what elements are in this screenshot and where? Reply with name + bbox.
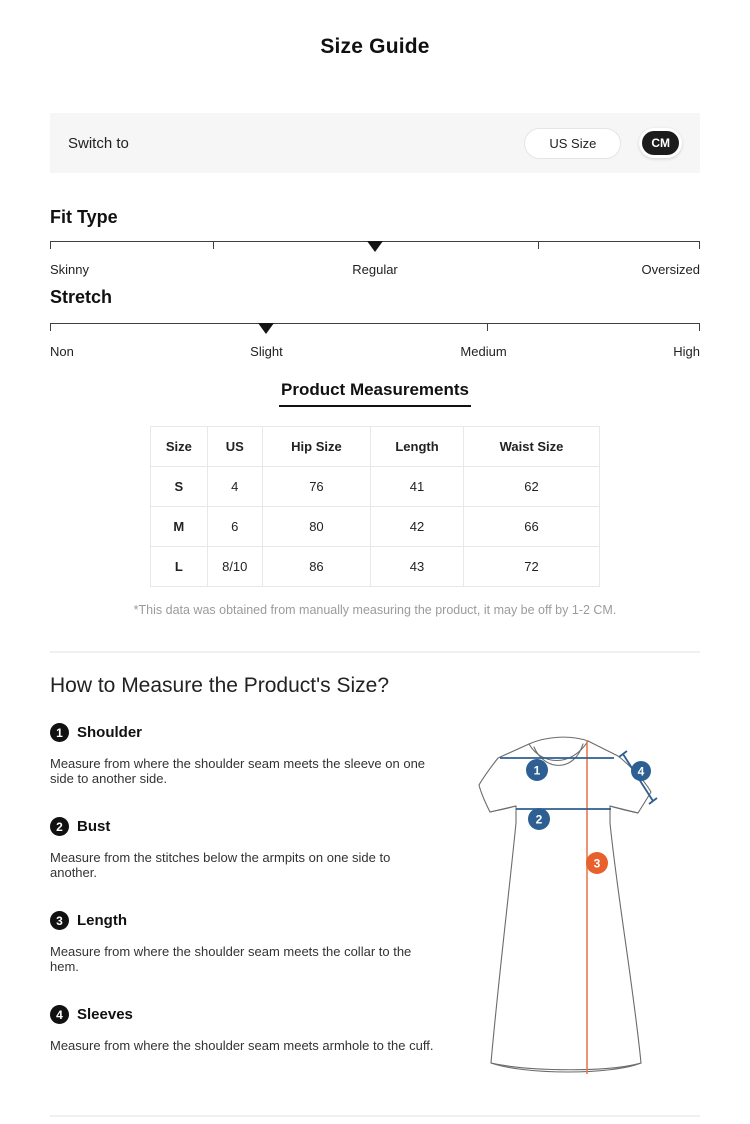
cell-size: L	[151, 547, 208, 587]
cm-unit-pill: CM	[642, 131, 679, 155]
fit-tick-end	[699, 242, 700, 249]
measurements-table	[150, 426, 600, 587]
table-row	[151, 507, 600, 547]
stretch-label-non: Non	[50, 344, 74, 359]
cell-length: 43	[371, 547, 464, 587]
item-description: Measure from where the shoulder seam meets armhole to the cuff.	[50, 1038, 434, 1053]
product-measurements-heading: Product Measurements	[279, 380, 471, 407]
fit-type-slider	[50, 241, 700, 253]
diagram-badge-4-num: 4	[637, 764, 645, 779]
section-divider	[50, 651, 700, 653]
diagram-badge-3-num: 3	[593, 856, 601, 871]
us-size-button[interactable]: US Size	[524, 128, 621, 159]
cell-us: 8/10	[207, 547, 262, 587]
how-to-measure-heading: How to Measure the Product's Size?	[50, 674, 390, 697]
cell-hip: 80	[262, 507, 370, 547]
fit-label-skinny: Skinny	[50, 262, 90, 277]
stretch-pointer	[258, 323, 274, 334]
fit-type-pointer	[367, 241, 383, 252]
stretch-label-slight: Slight	[250, 344, 283, 359]
fit-tick-25	[213, 242, 214, 249]
fit-tick-start	[50, 242, 51, 249]
number-3-badge: 3	[50, 911, 69, 930]
table-row	[151, 467, 600, 507]
cell-size: S	[151, 467, 208, 507]
stretch-tick-end	[699, 324, 700, 331]
col-header-hip: Hip Size	[262, 427, 370, 467]
item-description: Measure from where the shoulder seam meets the sleeve on one side to another side.	[50, 756, 426, 786]
fit-type-heading: Fit Type	[50, 207, 118, 227]
stretch-tick-67	[487, 324, 488, 331]
item-description: Measure from where the shoulder seam meets the collar to the hem.	[50, 944, 412, 974]
unit-switch-bar	[50, 113, 700, 173]
measure-items	[50, 723, 450, 1084]
measure-item-bust	[50, 817, 450, 880]
diagram-badge-1-num: 1	[533, 763, 541, 778]
stretch-tick-start	[50, 324, 51, 331]
stretch-slider	[50, 323, 700, 335]
item-label: Length	[77, 912, 127, 929]
cell-length: 42	[371, 507, 464, 547]
measure-item-sleeves	[50, 1005, 450, 1053]
item-label: Bust	[77, 818, 111, 835]
page-title: Size Guide	[320, 35, 430, 58]
measure-item-length	[50, 911, 450, 974]
fit-label-oversized: Oversized	[641, 262, 700, 277]
number-2-badge: 2	[50, 817, 69, 836]
item-label: Sleeves	[77, 1006, 133, 1023]
fit-tick-75	[538, 242, 539, 249]
col-header-length: Length	[371, 427, 464, 467]
item-label: Shoulder	[77, 724, 143, 741]
cell-waist: 62	[463, 467, 599, 507]
cell-length: 41	[371, 467, 464, 507]
col-header-size: Size	[151, 427, 208, 467]
cell-us: 6	[207, 507, 262, 547]
col-header-waist: Waist Size	[463, 427, 599, 467]
cell-us: 4	[207, 467, 262, 507]
cell-hip: 86	[262, 547, 370, 587]
table-row	[151, 547, 600, 587]
stretch-label-medium: Medium	[460, 344, 507, 359]
number-4-badge: 4	[50, 1005, 69, 1024]
measure-lines	[500, 740, 657, 1074]
measurement-footnote: *This data was obtained from manually measuring the product, it may be off by 1-2 CM.	[133, 603, 617, 617]
switch-to-label: Switch to	[68, 134, 129, 152]
unit-toggle[interactable]	[639, 128, 682, 158]
fit-type-labels	[50, 262, 700, 277]
number-1-badge: 1	[50, 723, 69, 742]
stretch-label-high: High	[673, 344, 700, 359]
col-header-us: US	[207, 427, 262, 467]
stretch-heading: Stretch	[50, 287, 113, 307]
cell-size: M	[151, 507, 208, 547]
dress-illustration-icon	[471, 723, 667, 1083]
dress-measurement-diagram	[471, 723, 667, 1083]
cell-hip: 76	[262, 467, 370, 507]
bottom-divider	[50, 1115, 700, 1117]
diagram-badge-2-num: 2	[535, 812, 543, 827]
stretch-labels	[50, 344, 700, 359]
item-description: Measure from the stitches below the armpits on one side to another.	[50, 850, 391, 880]
table-header-row	[151, 427, 600, 467]
cell-waist: 66	[463, 507, 599, 547]
measure-item-shoulder	[50, 723, 450, 786]
fit-label-regular: Regular	[352, 262, 398, 277]
cell-waist: 72	[463, 547, 599, 587]
